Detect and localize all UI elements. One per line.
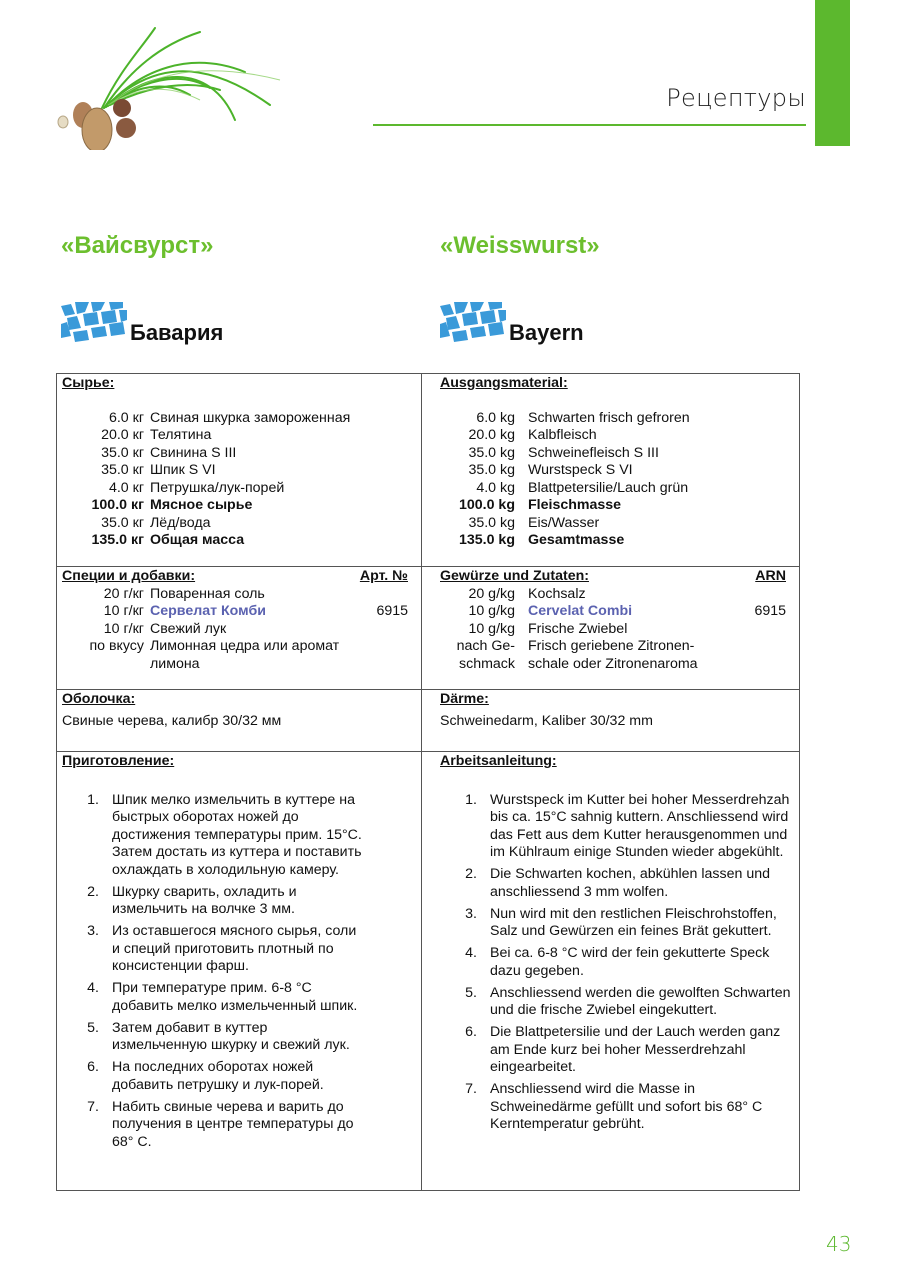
raw-materials-heading: Сырье: [62, 375, 115, 391]
step-number: 5. [87, 1019, 99, 1036]
region-name-ru: Бавария [130, 320, 224, 345]
spices-heading: Gewürze und Zutaten: [440, 568, 589, 584]
ingredient-quantity: 35.0 кг [101, 462, 144, 478]
ingredient-name: Телятина [150, 427, 212, 443]
recipe-table [56, 373, 800, 1191]
ingredient-name: Schwarten frisch gefroren [528, 409, 690, 426]
preparation-step [62, 1099, 362, 1152]
ingredient-row [62, 410, 414, 428]
spice-row [440, 603, 786, 621]
spices-de [440, 568, 786, 673]
step-number: 3. [87, 923, 99, 939]
preparation-step [62, 923, 362, 976]
column-divider [421, 374, 422, 1190]
preparation-step [62, 1020, 362, 1055]
step-text: Шпик мелко измельчить в куттере на быстрых оборотах ножей до достижения температуры прим. 15°С. Затем достать из куттера и поставить охлаждать в холодильную камеру. [112, 791, 362, 878]
step-text: Затем добавит в куттер измельченную шкурку и свежий лук. [112, 1019, 350, 1053]
preparation-de [440, 753, 792, 1138]
spice-quantity: 10 г/кг [103, 620, 144, 637]
step-number: 2. [87, 883, 99, 900]
row-divider [57, 566, 799, 567]
article-number-heading: ARN [755, 568, 786, 584]
ingredient-name: Общая масса [150, 532, 245, 548]
step-number: 4. [87, 980, 99, 996]
ingredient-quantity: 135.0 kg [458, 532, 515, 548]
herb-spice-illustration [40, 10, 380, 150]
spice-row [62, 603, 408, 621]
casing-text: Schweinedarm, Kaliber 30/32 mm [440, 712, 653, 729]
ingredient-row [440, 515, 792, 533]
raw-materials-heading: Ausgangsmaterial: [440, 375, 568, 391]
ingredient-name: Лёд/вода [150, 514, 211, 531]
article-number [736, 621, 786, 639]
spice-name-line: schale oder Zitronenaroma [528, 655, 698, 672]
ingredient-name: Blattpetersilie/Lauch grün [528, 479, 689, 496]
preparation-step [440, 906, 798, 941]
ingredient-name: Kalbfleisch [528, 427, 597, 443]
ingredient-quantity: 20.0 kg [468, 427, 515, 443]
preparation-step [62, 1059, 362, 1094]
ingredient-quantity: 35.0 кг [101, 444, 144, 461]
step-text: Nun wird mit den restlichen Fleischrohstoffen, Salz und Gewürzen ein feines Brät gekuttert. [490, 905, 777, 939]
ingredient-quantity: 4.0 кг [108, 479, 144, 496]
bavarian-flag-icon [61, 302, 127, 342]
raw-materials-de [440, 375, 792, 550]
spice-quantity: по вкусу [89, 638, 144, 654]
ingredient-quantity: 35.0 kg [468, 462, 515, 478]
ingredient-quantity: 6.0 кг [108, 409, 144, 426]
spice-name: Свежий лук [150, 620, 227, 637]
spice-name: Сервелат Комби [150, 603, 266, 619]
casing-heading: Därme: [440, 691, 489, 707]
ingredient-quantity: 35.0 кг [101, 514, 144, 531]
spice-row [440, 638, 786, 673]
page-number: 43 [826, 1232, 852, 1256]
spice-name: Cervelat Combi [528, 603, 633, 619]
ingredient-quantity: 135.0 кг [91, 532, 144, 548]
preparation-heading: Приготовление: [62, 753, 175, 769]
ingredient-quantity: 20.0 кг [101, 427, 144, 443]
ingredient-row [62, 445, 414, 463]
row-divider [57, 751, 799, 752]
step-text: Wurstspeck im Kutter bei hoher Messerdrehzah bis ca. 15°C sahnig kuttern. Anschliessend wird das Fett aus dem Kutter herausgenommen und im Kühlraum einige Stunden wieder abgekühlt. [490, 791, 790, 860]
step-text: При температуре прим. 6-8 °С добавить мелко измельченный шпик. [112, 980, 358, 1014]
ingredient-quantity: 100.0 kg [458, 497, 515, 513]
casing-ru [62, 691, 414, 730]
step-number: 6. [465, 1024, 477, 1040]
spice-name: Frische Zwiebel [528, 620, 628, 637]
ingredient-name: Schweinefleisch S III [528, 444, 659, 461]
ingredient-name: Шпик S VI [150, 462, 216, 478]
preparation-step [440, 792, 798, 862]
step-text: Из оставшегося мясного сырья, соли и специй приготовить плотный по консистенции фарш. [112, 923, 357, 974]
spice-quantity: 10 g/kg [468, 603, 515, 619]
article-number [358, 586, 408, 604]
article-number [358, 621, 408, 639]
preparation-step [440, 1081, 798, 1134]
ingredient-quantity: 6.0 kg [476, 409, 515, 426]
ingredient-name: Мясное сырье [150, 497, 253, 513]
region-name-de: Bayern [509, 320, 584, 345]
ingredient-name: Gesamtmasse [528, 532, 625, 548]
step-number: 7. [465, 1081, 477, 1097]
spice-quantity: 20 г/кг [103, 585, 144, 602]
step-number: 4. [465, 945, 477, 961]
article-number [358, 638, 408, 673]
recipe-title-de: «Weisswurst» [440, 232, 600, 259]
ingredient-quantity: 35.0 kg [468, 444, 515, 461]
ingredient-row [440, 427, 792, 445]
ingredient-row [440, 480, 792, 498]
spice-row [440, 586, 786, 604]
region-de [440, 300, 584, 345]
step-text: Набить свиные черева и варить до получения в центре температуры до 68° С. [112, 1098, 354, 1150]
spice-row [440, 621, 786, 639]
step-text: На последних оборотах ножей добавить петрушку и лук-порей. [112, 1059, 324, 1093]
ingredient-row [62, 515, 414, 533]
ingredient-name: Eis/Wasser [528, 514, 600, 531]
preparation-ru [62, 753, 414, 1156]
ingredient-row [62, 462, 414, 480]
spice-name: Поваренная соль [150, 585, 265, 602]
spice-quantity [440, 638, 528, 673]
spice-name-line: Frisch geriebene Zitronen- [528, 638, 695, 654]
ingredient-name: Свинина S III [150, 444, 237, 461]
ingredient-row [440, 445, 792, 463]
ingredient-row [440, 497, 792, 515]
spice-name [528, 638, 736, 673]
ingredient-quantity: 4.0 kg [476, 479, 515, 496]
ingredient-name: Wurstspeck S VI [528, 462, 633, 478]
step-text: Anschliessend werden die gewolften Schwarten und die frische Zwiebel eingekuttert. [490, 984, 791, 1018]
step-text: Bei ca. 6-8 °C wird der fein gekutterte Speck dazu gegeben. [490, 945, 770, 979]
raw-materials-ru [62, 375, 414, 550]
step-text: Шкурку сварить, охладить и измельчить на волчке 3 мм. [112, 883, 297, 917]
spice-row [62, 638, 408, 673]
spices-ru [62, 568, 408, 673]
article-number: 6915 [754, 603, 786, 619]
recipe-title-ru: «Вайсвурст» [61, 232, 214, 259]
ingredient-name: Петрушка/лук-порей [150, 479, 285, 496]
casing-text: Свиные черева, калибр 30/32 мм [62, 712, 282, 729]
step-text: Die Blattpetersilie und der Lauch werden ganz am Ende kurz bei hoher Messerdrehzahl eingearbeitet. [490, 1024, 781, 1075]
preparation-step [62, 980, 362, 1015]
spice-row [62, 621, 408, 639]
preparation-step [440, 866, 798, 901]
ingredient-name: Fleischmasse [528, 497, 622, 513]
ingredient-row [62, 497, 414, 515]
spice-row [62, 586, 408, 604]
green-tab-bar [815, 0, 850, 146]
ingredient-row [440, 532, 792, 550]
article-number-heading: Арт. № [359, 568, 408, 584]
region-ru [61, 300, 224, 345]
ingredient-row [440, 462, 792, 480]
step-number: 7. [87, 1098, 99, 1115]
spice-quantity-line: schmack [459, 655, 515, 672]
bavarian-flag-icon [440, 302, 506, 342]
ingredient-quantity: 35.0 kg [468, 514, 515, 531]
article-number [736, 638, 786, 673]
section-title: Рецептуры [666, 84, 806, 112]
ingredient-row [62, 427, 414, 445]
step-number: 3. [465, 905, 477, 922]
step-text: Anschliessend wird die Masse in Schweinedärme gefüllt und sofort bis 68° C Kerntemperatur gebrüht. [490, 1081, 763, 1132]
step-number: 2. [465, 866, 477, 882]
preparation-step [440, 1024, 798, 1077]
spice-quantity: 20 g/kg [468, 585, 515, 602]
ingredient-name: Свиная шкурка замороженная [150, 409, 351, 426]
casing-heading: Оболочка: [62, 691, 136, 707]
header-divider [373, 124, 806, 126]
preparation-step [440, 985, 798, 1020]
step-number: 1. [87, 791, 99, 808]
article-number [736, 586, 786, 604]
step-number: 6. [87, 1059, 99, 1075]
row-divider [57, 689, 799, 690]
ingredient-row [62, 480, 414, 498]
step-number: 5. [465, 984, 477, 1001]
preparation-step [440, 945, 798, 980]
ingredient-quantity: 100.0 кг [91, 497, 144, 513]
spice-quantity-line: nach Ge- [456, 638, 515, 654]
ingredient-row [62, 532, 414, 550]
ingredient-row [440, 410, 792, 428]
spice-quantity: 10 g/kg [468, 620, 515, 637]
spice-name: Лимонная цедра или аромат лимона [150, 638, 340, 672]
spice-name: Kochsalz [528, 585, 586, 602]
spice-quantity: 10 г/кг [103, 603, 144, 619]
preparation-heading: Arbeitsanleitung: [440, 753, 557, 769]
step-number: 1. [465, 791, 477, 808]
preparation-step [62, 884, 362, 919]
article-number: 6915 [376, 603, 408, 619]
casing-de [440, 691, 792, 730]
preparation-step [62, 792, 362, 880]
step-text: Die Schwarten kochen, abkühlen lassen und anschliessend 3 mm wolfen. [490, 866, 770, 900]
spices-heading: Специи и добавки: [62, 568, 196, 584]
